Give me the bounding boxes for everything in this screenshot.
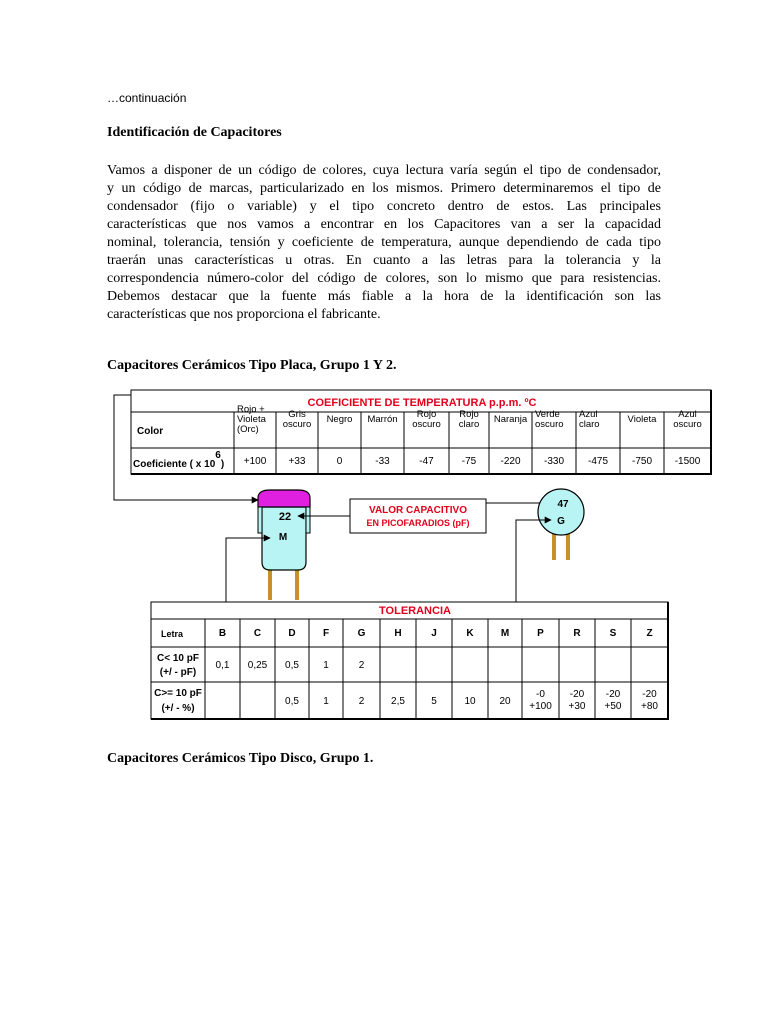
tol-row2-value: -20 <box>642 689 657 700</box>
right-cap-letter: G <box>557 516 565 527</box>
tol-row1-value: 2 <box>358 660 365 671</box>
paragraph-line: correspondencia número-color del código de colores, son lo mismo que para resistencias. <box>107 271 661 286</box>
temp-color-name: claro <box>579 419 600 430</box>
coef-label-text: Coeficiente ( x 10 <box>133 459 216 470</box>
tol-row2-value: -20 <box>569 689 585 700</box>
temp-color-name: (Orc) <box>237 424 259 435</box>
temp-color-name: oscuro <box>412 419 441 430</box>
tol-row2-value: +30 <box>568 701 586 712</box>
temp-coefficient-value: -330 <box>543 456 565 467</box>
valor-line1: VALOR CAPACITIVO <box>369 505 467 516</box>
paragraph-line: traerán unas características u otras. En cuanto a las letras para la tolerancia y la <box>107 253 661 268</box>
temp-coefficient-value: +100 <box>243 456 267 467</box>
tol-letter: S <box>609 628 617 639</box>
tol-row2-value: 0,5 <box>285 696 299 707</box>
tol-row2-value: 5 <box>431 696 437 707</box>
tol-letter: K <box>466 628 474 639</box>
right-cap-value: 47 <box>557 499 569 510</box>
tol-row2-value: 2 <box>358 696 365 707</box>
tol-row2-value: 1 <box>323 696 329 707</box>
temp-color-name: Verde <box>535 409 560 420</box>
temp-coefficient-value: -475 <box>587 456 609 467</box>
temp-coefficient-value: -75 <box>461 456 477 467</box>
tol-letter: R <box>573 628 581 639</box>
tol-row2-value: +50 <box>604 701 622 712</box>
heading-disco: Capacitores Cerámicos Tipo Disco, Grupo 1. <box>107 751 374 766</box>
left-cap-color-band <box>258 490 310 507</box>
right-cap-body <box>538 489 584 535</box>
paragraph-line: nominal, tolerancia, tensión y coeficiente de temperatura, aunque dependiendo de cada tipo <box>107 235 661 250</box>
temp-color-name: Violeta <box>627 414 657 425</box>
tol-row2-value: -0 <box>536 689 545 700</box>
tol-letter: G <box>357 628 366 639</box>
temp-coefficient-value: 0 <box>336 456 343 467</box>
tol-letter: Z <box>646 628 653 639</box>
heading-placa: Capacitores Cerámicos Tipo Placa, Grupo 1 Y 2. <box>107 358 397 373</box>
tol-letter: M <box>500 628 510 639</box>
temp-coefficient-value: -1500 <box>674 456 701 467</box>
tol-row2-value: 20 <box>499 696 511 707</box>
tol-row2-value: 2,5 <box>391 696 405 707</box>
temp-color-name: Azul <box>579 409 598 420</box>
continuation-label: …continuación <box>107 91 187 105</box>
row1-label: (+/ - pF) <box>159 667 197 678</box>
letra-label: Letra <box>161 629 184 639</box>
paragraph-line: características que nos vamos a encontrar en los Capacitores van a ser la capacidad <box>107 217 661 232</box>
tol-row1-value: 0,25 <box>247 660 268 671</box>
paragraph-line: características que nos proporciona el fabricante. <box>107 307 381 322</box>
temperature-table <box>131 390 711 475</box>
temp-color-name: oscuro <box>673 419 702 430</box>
temp-color-name: Azul <box>678 409 697 420</box>
tol-letter: D <box>288 628 296 639</box>
temp-color-name: Rojo + <box>237 404 265 415</box>
row2-label: C>= 10 pF <box>154 688 202 699</box>
temp-color-name: oscuro <box>282 419 312 430</box>
row2-label: (+/ - %) <box>161 703 195 714</box>
tol-letter: H <box>394 628 402 639</box>
coef-close: ) <box>220 459 225 470</box>
tol-letter: P <box>537 628 544 639</box>
valor-capacitivo-box <box>350 499 486 533</box>
paragraph-line: Debemos destacar que la fuente más fiable a la hora de la identificación son las <box>107 289 661 304</box>
temp-color-name: Rojo <box>459 409 479 420</box>
temp-coefficient-value: -33 <box>375 456 390 467</box>
tol-letter: B <box>218 628 227 639</box>
row1-label: C< 10 pF <box>157 653 199 664</box>
temp-title: COEFICIENTE DE TEMPERATURA p.p.m. ºC <box>307 397 537 409</box>
temp-color-name: Rojo <box>416 409 437 420</box>
heading-identificacion: Identificación de Capacitores <box>107 125 282 140</box>
right-capacitor <box>538 489 584 560</box>
temp-coefficient-value: +33 <box>288 456 306 467</box>
tol-row1-value: 0,1 <box>215 660 230 671</box>
temp-coefficient-value: -47 <box>419 456 434 467</box>
left-cap-value: 22 <box>278 511 292 523</box>
temp-color-name: oscuro <box>535 419 564 430</box>
tol-row1-value: 0,5 <box>285 660 299 671</box>
tol-row1-value: 1 <box>323 660 329 671</box>
tol-title: TOLERANCIA <box>379 605 451 617</box>
tol-letter: J <box>431 628 437 639</box>
coef-exponent: 6 <box>215 450 221 461</box>
tol-connector-right <box>516 520 551 602</box>
temp-color-name: Violeta <box>237 414 266 425</box>
temp-color-name: claro <box>458 419 480 430</box>
left-capacitor <box>258 490 310 600</box>
color-label: Color <box>137 426 164 437</box>
temp-coefficient-value: -220 <box>500 456 521 467</box>
temp-color-name: Naranja <box>493 414 528 425</box>
tol-row2-value: -20 <box>605 689 621 700</box>
valor-line2: EN PICOFARADIOS (pF) <box>366 518 470 528</box>
tol-row2-value: +100 <box>529 701 552 712</box>
temp-color-name: Negro <box>326 414 353 425</box>
tol-row2-value: +80 <box>641 701 658 712</box>
tol-row2-value: 10 <box>464 696 476 707</box>
tolerance-table <box>151 602 668 720</box>
temp-coefficient-value: -750 <box>631 456 653 467</box>
left-cap-letter: M <box>278 532 288 543</box>
temp-color-name: Marrón <box>367 414 398 425</box>
tol-letter: C <box>253 628 262 639</box>
paragraph-line: y un código de marcas, particularizado en los mismos. Primero determinaremos el tipo de <box>107 181 661 196</box>
paragraph-line: Vamos a disponer de un código de colores, cuya lectura varía según el tipo de condensador, <box>107 163 661 178</box>
paragraph-line: condensador (fijo o variable) y el tipo concreto dentro de estos. Las principales <box>107 199 661 214</box>
tol-letter: F <box>322 628 330 639</box>
temp-color-name: Gris <box>288 409 306 420</box>
